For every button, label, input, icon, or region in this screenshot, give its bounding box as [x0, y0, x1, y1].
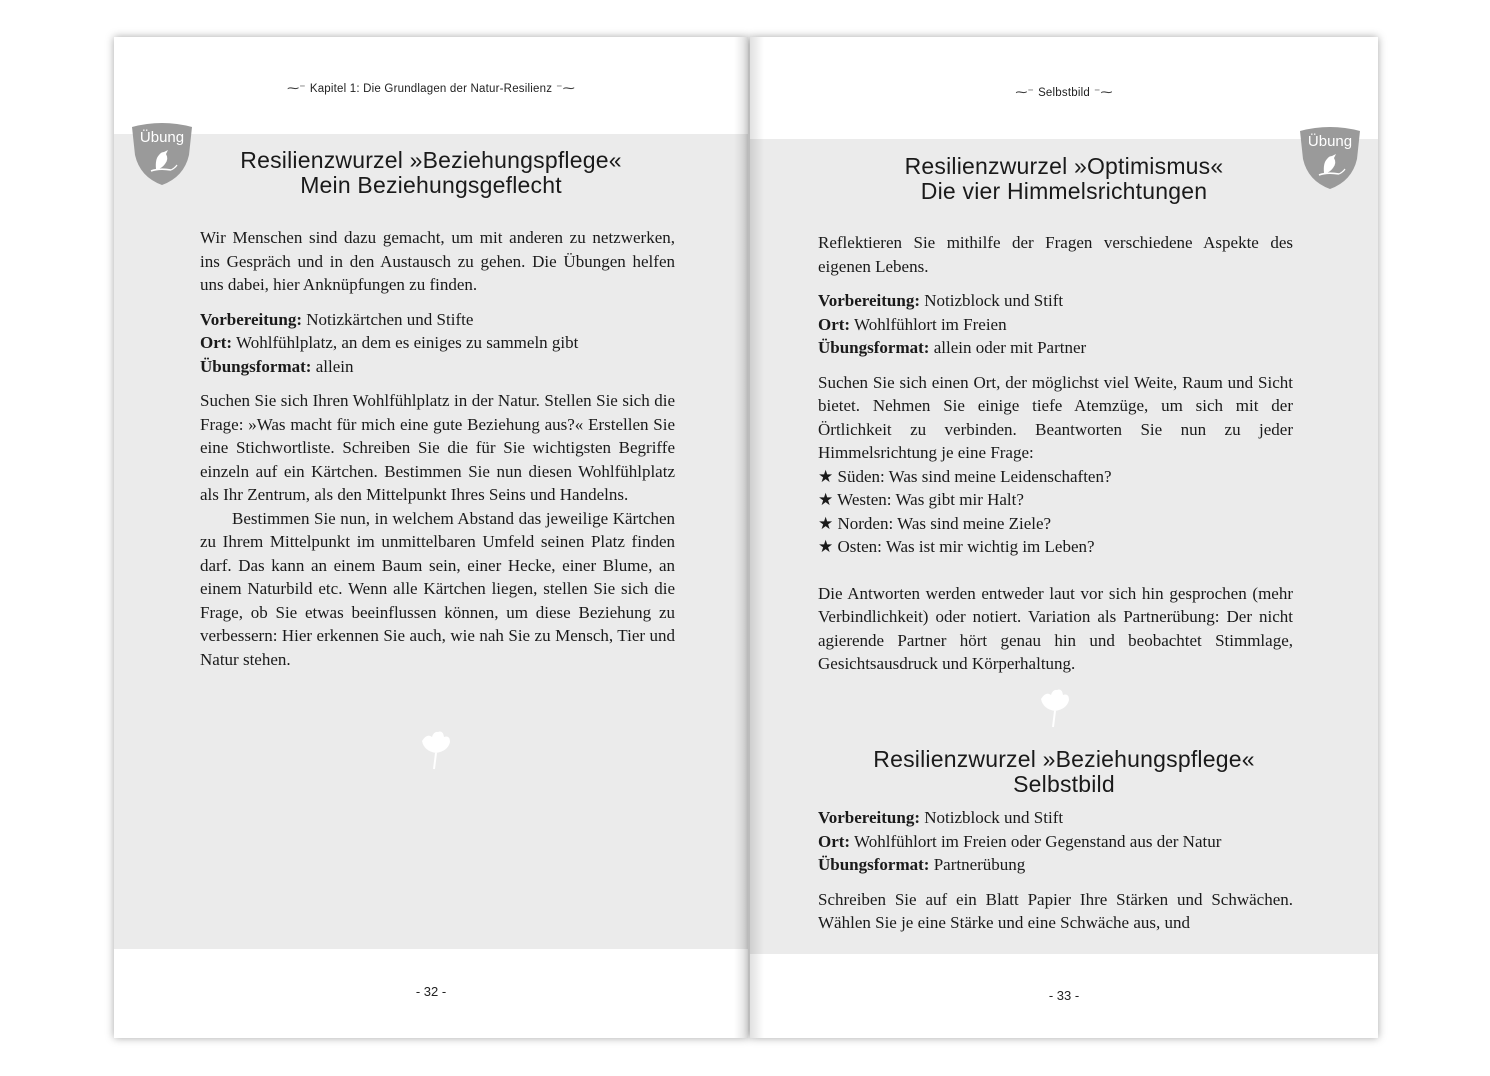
exercise-title: Resilienzwurzel »Beziehungspflege« Mein Beziehungsgeflecht: [240, 147, 622, 198]
preparation-line: Vorbereitung: Notizkärtchen und Stifte: [200, 309, 474, 329]
swash-ornament-icon: ⁻⁓: [1093, 85, 1113, 99]
instruction-paragraph: Suchen Sie sich Ihren Wohlfühlplatz in der Natur. Stellen Sie sich die Frage: »Was macht für mich eine gute Beziehung aus?« Erstellen Sie eine Stichwortliste. Schreiben Sie die für Sie wichtigsten Begriffe einzeln auf ein Kärtchen. Bestimmen Sie nun diesen Wohlfühlplatz als Ihr Zentrum, als den Mittelpunkt Ihres Seins und Handelns.: [200, 391, 675, 504]
swash-ornament-icon: ⁻⁓: [556, 81, 575, 95]
exercise-body-2: [818, 806, 1293, 935]
page-number: - 33 -: [1048, 988, 1080, 1003]
intro-paragraph: Reflektieren Sie mithilfe der Fragen verschiedene Aspekte des eigenen Lebens.: [818, 233, 1293, 276]
svg-text:Übung: Übung: [1307, 133, 1353, 150]
format-line: Übungsformat: allein oder mit Partner: [818, 338, 1087, 357]
intro-paragraph: Wir Menschen sind dazu gemacht, um mit anderen zu netzwerken, ins Gespräch und in den Austausch zu gehen. Die Übungen helfen uns dabei, hier Anknüpfungen zu finden.: [200, 228, 675, 294]
place-line: Ort: Wohlfühlplatz, an dem es einiges zu sammeln gibt: [200, 333, 579, 352]
exercise-body: [818, 231, 1293, 676]
svg-text:Übung: Übung: [139, 129, 185, 146]
format-line: Übungsformat: allein: [200, 356, 354, 376]
ginkgo-leaf-icon: [1038, 687, 1072, 729]
instruction-paragraph: Suchen Sie sich einen Ort, der möglichst viel Weite, Raum und Sicht bietet. Nehmen Sie einige tiefe Atemzüge, um sich mit der Örtlichkeit zu verbinden. Beantworten Sie nun zu jeder Himmelsrichtung je eine Frage:: [818, 372, 1293, 462]
preparation-line: Vorbereitung: Notizblock und Stift: [818, 808, 1064, 827]
variation-paragraph: Die Antworten werden entweder laut vor sich hin gesprochen (mehr Verbindlichkeit) oder notiert. Variation als Partnerübung: Der nicht agierende Partner hört genau hin und beobachtet Stimmlage, Gesichtsausdruck und Körperhaltung.: [818, 583, 1293, 673]
instruction-paragraph: Schreiben Sie auf ein Blatt Papier Ihre Stärken und Schwächen. Wählen Sie je eine Stärke und eine Schwäche aus, und: [818, 889, 1293, 932]
exercise-body: [200, 226, 675, 671]
place-line: Ort: Wohlfühlort im Freien: [818, 314, 1007, 334]
place-line: Ort: Wohlfühlort im Freien oder Gegenstand aus der Natur: [818, 831, 1222, 851]
swash-ornament-icon: ⁓⁻: [1015, 85, 1035, 99]
question-list-item: ★ Norden: Was sind meine Ziele?: [818, 513, 1052, 533]
swash-ornament-icon: ⁓⁻: [287, 81, 306, 95]
format-line: Übungsformat: Partnerübung: [818, 855, 1026, 874]
running-head: ⁓⁻ Kapitel 1: Die Grundlagen der Natur-Resilienz ⁻⁓: [287, 81, 575, 95]
page-number: - 32 -: [415, 984, 447, 999]
exercise-title-2: Resilienzwurzel »Beziehungspflege« Selbstbild: [873, 746, 1255, 797]
ginkgo-leaf-icon: [419, 729, 453, 771]
question-list-item: ★ Westen: Was gibt mir Halt?: [818, 490, 1024, 509]
running-head: ⁓⁻ Selbstbild ⁻⁓: [1015, 85, 1113, 99]
preparation-line: Vorbereitung: Notizblock und Stift: [818, 291, 1064, 310]
question-list-item: ★ Osten: Was ist mir wichtig im Leben?: [818, 537, 1095, 556]
exercise-title: Resilienzwurzel »Optimismus« Die vier Himmelsrichtungen: [904, 153, 1224, 204]
left-page: [114, 37, 748, 1038]
question-list-item: ★ Süden: Was sind meine Leidenschaften?: [818, 466, 1112, 486]
instruction-paragraph-2: Bestimmen Sie nun, in welchem Abstand das jeweilige Kärtchen zu Ihrem Mittelpunkt im unmittelbaren Umfeld seinen Platz finden darf. Das kann an einem Baum sein, einer Hecke, einer Blume, an einem Naturbild etc. Wenn alle Kärtchen liegen, stellen Sie sich die Frage, ob Sie etwas beeinflussen können, um diese Beziehung zu verbessern: Hier erkennen Sie auch, wie nah Sie zu Mensch, Tier und Natur stehen.: [200, 508, 675, 669]
right-page: [750, 37, 1378, 1038]
